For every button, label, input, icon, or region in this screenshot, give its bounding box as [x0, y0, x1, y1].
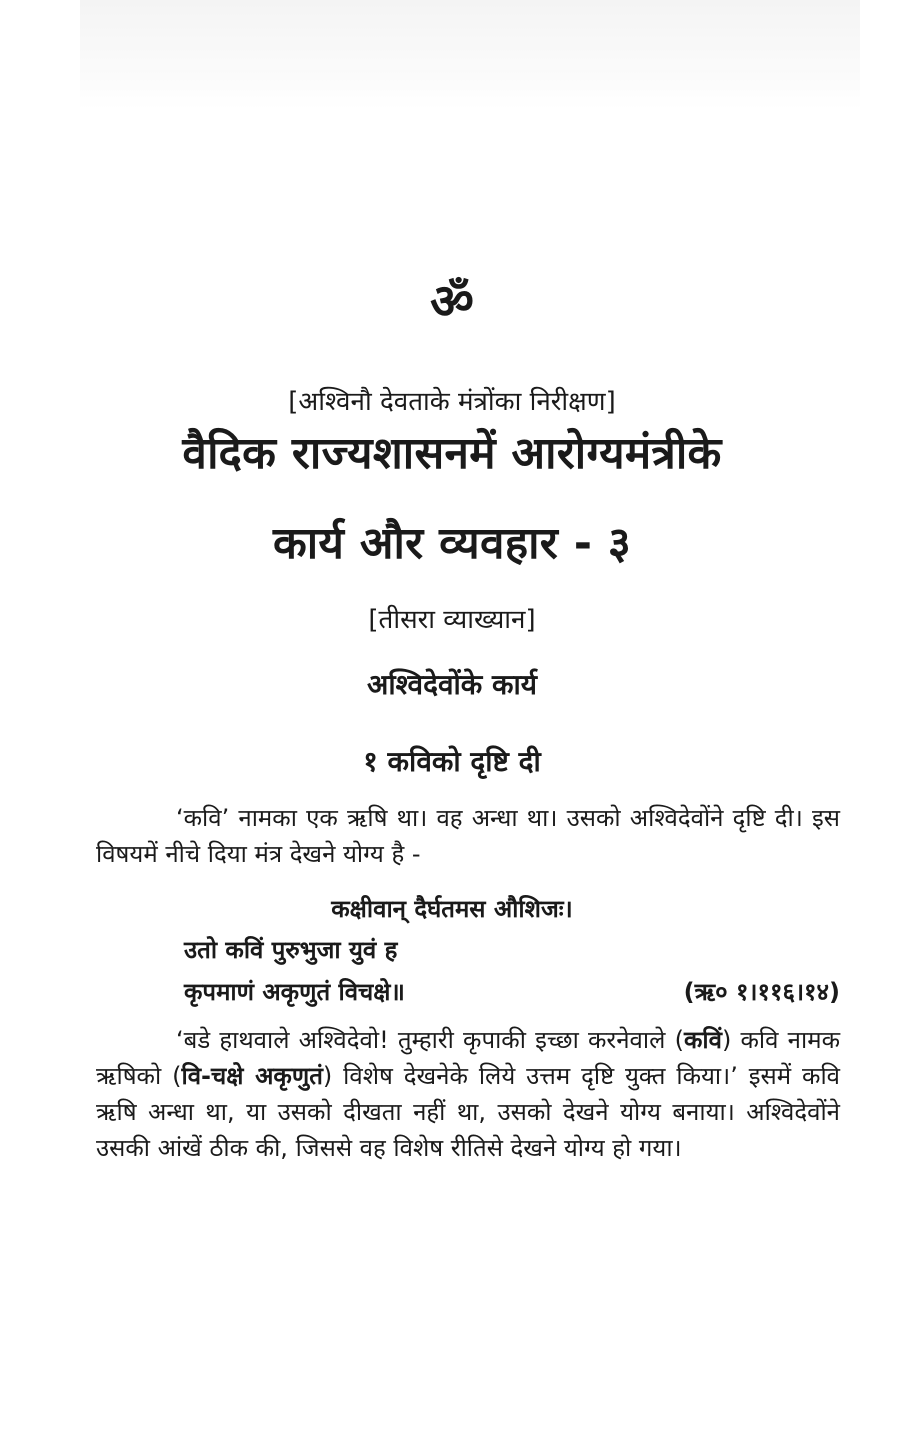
verse-line-2: उतो कविं पुरुभुजा युवं ह — [184, 936, 398, 964]
supertitle: [अश्विनौ देवताके मंत्रोंका निरीक्षण] — [288, 387, 616, 417]
verse-line-1: कक्षीवान् दैर्घतमस औशिजः। — [331, 895, 573, 923]
paragraph-2 — [96, 1022, 840, 1166]
paragraph-2-part2: ) कवि नामक ऋषिको ( — [96, 1026, 840, 1090]
paragraph-1 — [96, 800, 840, 872]
paragraph-2-part3: ) विशेष देखनेके लिये उत्तम दृष्टि युक्त किया।’ इसमें कवि ऋषि अन्धा था, या उसको दीखता नहीं था, उसको देखने योग्य बनाया। अश्विदेवोंने उसकी आंखें ठीक की, जिससे वह विशेष रीतिसे देखने योग्य हो गया। — [96, 1062, 841, 1162]
verse-line-3: कृपमाणं अकृणुतं विचक्षे॥ — [184, 978, 405, 1006]
scan-shade — [80, 0, 860, 110]
subject-heading: अश्विदेवोंके कार्य — [366, 668, 538, 701]
paragraph-2-bold1: कविं — [683, 1026, 722, 1054]
lecture-label: [तीसरा व्याख्यान] — [368, 605, 536, 635]
paragraph-2-bold2: वि-चक्षे अकृणुतं — [181, 1062, 323, 1090]
section-heading: १ कविको दृष्टि दी — [363, 745, 541, 778]
paragraph-1-text: ‘कवि’ नामका एक ऋषि था। वह अन्धा था। उसको अश्विदेवोंने दृष्टि दी। इस विषयमें नीचे दिया मंत्र देखने योग्य है - — [96, 804, 840, 868]
page-title-line1: वैदिक राज्यशासनमें आरोग्यमंत्रीके — [182, 428, 722, 479]
paragraph-2-part1: ‘बडे हाथवाले अश्विदेवो! तुम्हारी कृपाकी इच्छा करनेवाले ( — [176, 1026, 684, 1054]
page-title-line2: कार्य और व्यवहार - ३ — [272, 518, 632, 569]
verse-reference: (ऋ० १।११६।१४) — [683, 978, 840, 1006]
om-symbol: ॐ — [430, 274, 474, 330]
